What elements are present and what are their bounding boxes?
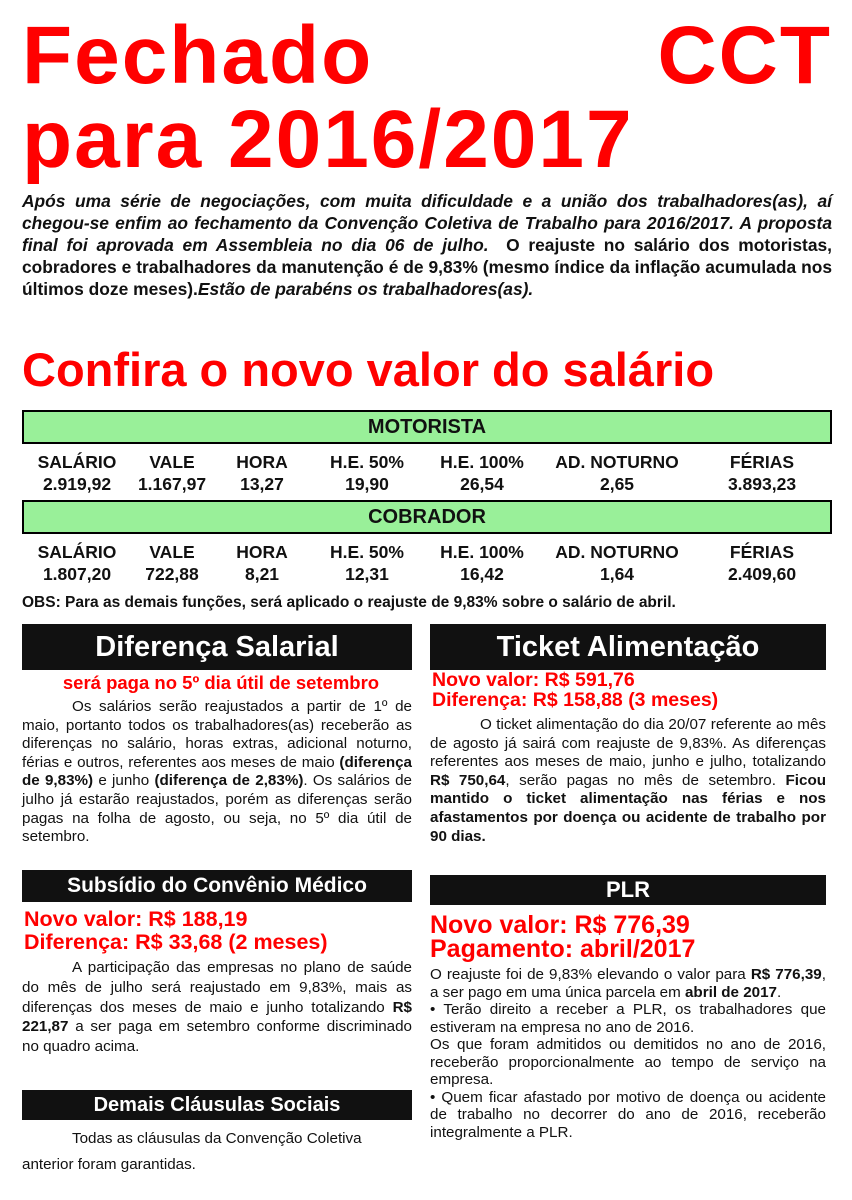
confira-heading: Confira o novo valor do salário xyxy=(22,343,715,396)
plr-bullet-2: • Quem ficar afastado por motivo de doença ou acidente de trabalho no decorrer do ano de 2016, receberão integralmente a PLR. xyxy=(430,1088,826,1141)
convenio-text-1: A participação das empresas no plano de saúde do mês de julho será reajustado em 9,83%, mais as diferenças dos meses de maio e junho totalizando xyxy=(22,959,412,1016)
cobrador-vale: 722,88 xyxy=(145,564,199,584)
convenio-paragraph xyxy=(22,958,412,1057)
plr-text-4: Os que foram admitidos ou demitidos no ano de 2016, receberão proporcionalmente ao tempo de serviço na empresa. xyxy=(430,1036,826,1088)
diferenca-text-1: Os salários serão reajustados a partir de 1º de maio, portanto todos os trabalhadores(as) receberão as diferenças no salário, horas extras, adicional noturno, férias e outros, referentes aos meses de maio xyxy=(22,698,412,771)
motorista-ad-noturno: 2,65 xyxy=(599,474,635,494)
motorista-band: MOTORISTA xyxy=(22,410,832,444)
plr-novo-valor: Novo valor: R$ 776,39 xyxy=(430,911,690,939)
plr-text-1: O reajuste foi de 9,83% elevando o valor para xyxy=(430,966,746,983)
cobrador-hora: 8,21 xyxy=(244,564,280,584)
motorista-salario: 2.919,92 xyxy=(42,474,112,494)
diferenca-title: Diferença Salarial xyxy=(22,624,412,670)
motorista-header-row xyxy=(22,452,832,472)
headline-word-cct: CCT xyxy=(657,10,832,101)
obs-note: OBS: Para as demais funções, será aplicado o reajuste de 9,83% sobre o salário de abril. xyxy=(22,594,676,611)
ticket-bold-2: Ficou mantido o ticket alimentação nas férias e nos afastamentos por doença ou acidente de trabalho por 90 dias. xyxy=(430,771,826,845)
convenio-title: Subsídio do Convênio Médico xyxy=(22,870,412,902)
header-he100: H.E. 100% xyxy=(440,452,524,472)
ticket-novo-valor: Novo valor: R$ 591,76 xyxy=(432,669,635,691)
cobrador-he50: 12,31 xyxy=(345,564,389,584)
cobrador-he100: 16,42 xyxy=(460,564,504,584)
header-salario: SALÁRIO xyxy=(37,452,117,472)
header-hora: HORA xyxy=(236,542,288,562)
headline-word-fechado: Fechado xyxy=(22,10,374,101)
plr-title: PLR xyxy=(430,875,826,905)
cobrador-salario: 1.807,20 xyxy=(42,564,112,584)
intro-bold-italic: Após uma série de negociações, com muita dificuldade e a união dos trabalhadores(as), aí chegou-se enfim ao fechamento da Convenção Coletiva de Trabalho para 2016/2017. A proposta final foi aprovada em Assembleia no dia 06 de julho. xyxy=(22,191,832,255)
ticket-text-1: O ticket alimentação do dia 20/07 referente ao mês de agosto já sairá com reajuste de 9,83%. As diferenças referentes aos meses de maio, junho e julho, totalizando xyxy=(430,716,826,771)
convenio-bold-1: R$ 221,87 xyxy=(22,998,412,1036)
plr-bold-2: abril de 2017 xyxy=(684,983,777,1001)
diferenca-bold-1: (diferença de 9,83%) xyxy=(22,753,412,790)
headline-line2: para 2016/2017 xyxy=(22,94,634,185)
header-hora: HORA xyxy=(236,452,288,472)
headline xyxy=(22,10,832,185)
convenio-diferenca: Diferença: R$ 33,68 (2 meses) xyxy=(24,930,328,954)
ticket-diferenca: Diferença: R$ 158,88 (3 meses) xyxy=(432,689,719,711)
header-he50: H.E. 50% xyxy=(330,452,404,472)
motorista-he50: 19,90 xyxy=(345,474,389,494)
demais-paragraph xyxy=(22,1126,412,1178)
convenio-text-2: a ser paga em setembro conforme discriminado no quadro acima. xyxy=(22,1018,412,1056)
motorista-hora: 13,27 xyxy=(240,474,284,494)
motorista-ferias: 3.893,23 xyxy=(727,474,797,494)
header-ferias: FÉRIAS xyxy=(729,452,795,472)
motorista-he100: 26,54 xyxy=(460,474,504,494)
plr-bullet-1: • Terão direito a receber a PLR, os trabalhadores que estiveram na empresa no ano de 2016. xyxy=(430,1001,826,1036)
header-ferias: FÉRIAS xyxy=(729,542,795,562)
diferenca-subtitle: será paga no 5º dia útil de setembro xyxy=(62,672,380,693)
demais-text-1: Todas as cláusulas da Convenção Coletiva anterior foram garantidas. xyxy=(22,1130,362,1173)
diferenca-bold-2: (diferença de 2,83%) xyxy=(154,772,304,790)
ticket-bold-1: R$ 750,64 xyxy=(430,771,506,789)
ticket-paragraph xyxy=(430,716,826,846)
header-he100: H.E. 100% xyxy=(440,542,524,562)
plr-pagamento: Pagamento: abril/2017 xyxy=(430,935,696,963)
intro-normal: O reajuste no salário dos motoristas, cobradores e trabalhadores da manutenção é de 9,83% (mesmo índice da inflação acumulada nos últimos doze meses). xyxy=(22,235,832,299)
cobrador-values-row xyxy=(22,564,832,584)
cobrador-header-row xyxy=(22,542,832,562)
header-vale: VALE xyxy=(149,452,195,472)
intro-paragraph xyxy=(22,190,832,300)
plr-text-3: . xyxy=(777,983,782,1001)
plr-line-1 xyxy=(430,966,826,1001)
diferenca-text-3: . Os salários de julho já estarão reajustados, porém as diferenças serão pagas na folha de agosto, ou seja, no 5º dia útil de setembro. xyxy=(22,772,412,846)
plr-text-2: , a ser pago em uma única parcela em xyxy=(430,966,826,1001)
header-ad-noturno: AD. NOTURNO xyxy=(555,452,679,472)
convenio-novo-valor: Novo valor: R$ 188,19 xyxy=(24,907,248,931)
demais-title: Demais Cláusulas Sociais xyxy=(22,1090,412,1120)
diferenca-paragraph xyxy=(22,698,412,847)
header-ad-noturno: AD. NOTURNO xyxy=(555,542,679,562)
header-vale: VALE xyxy=(149,542,195,562)
ticket-text-2: , serão pagas no mês de setembro. xyxy=(505,771,776,789)
cobrador-band: COBRADOR xyxy=(22,500,832,534)
motorista-values-row xyxy=(22,474,832,494)
cobrador-ferias: 2.409,60 xyxy=(727,564,797,584)
motorista-vale: 1.167,97 xyxy=(137,474,207,494)
intro-italic: Estão de parabéns os trabalhadores(as). xyxy=(197,279,534,299)
ticket-title: Ticket Alimentação xyxy=(430,624,826,670)
cobrador-ad-noturno: 1,64 xyxy=(599,564,635,584)
header-salario: SALÁRIO xyxy=(37,542,117,562)
header-he50: H.E. 50% xyxy=(330,542,404,562)
plr-bold-1: R$ 776,39 xyxy=(750,966,822,983)
diferenca-text-2: e junho xyxy=(98,772,150,790)
plr-paragraph xyxy=(430,966,826,1141)
